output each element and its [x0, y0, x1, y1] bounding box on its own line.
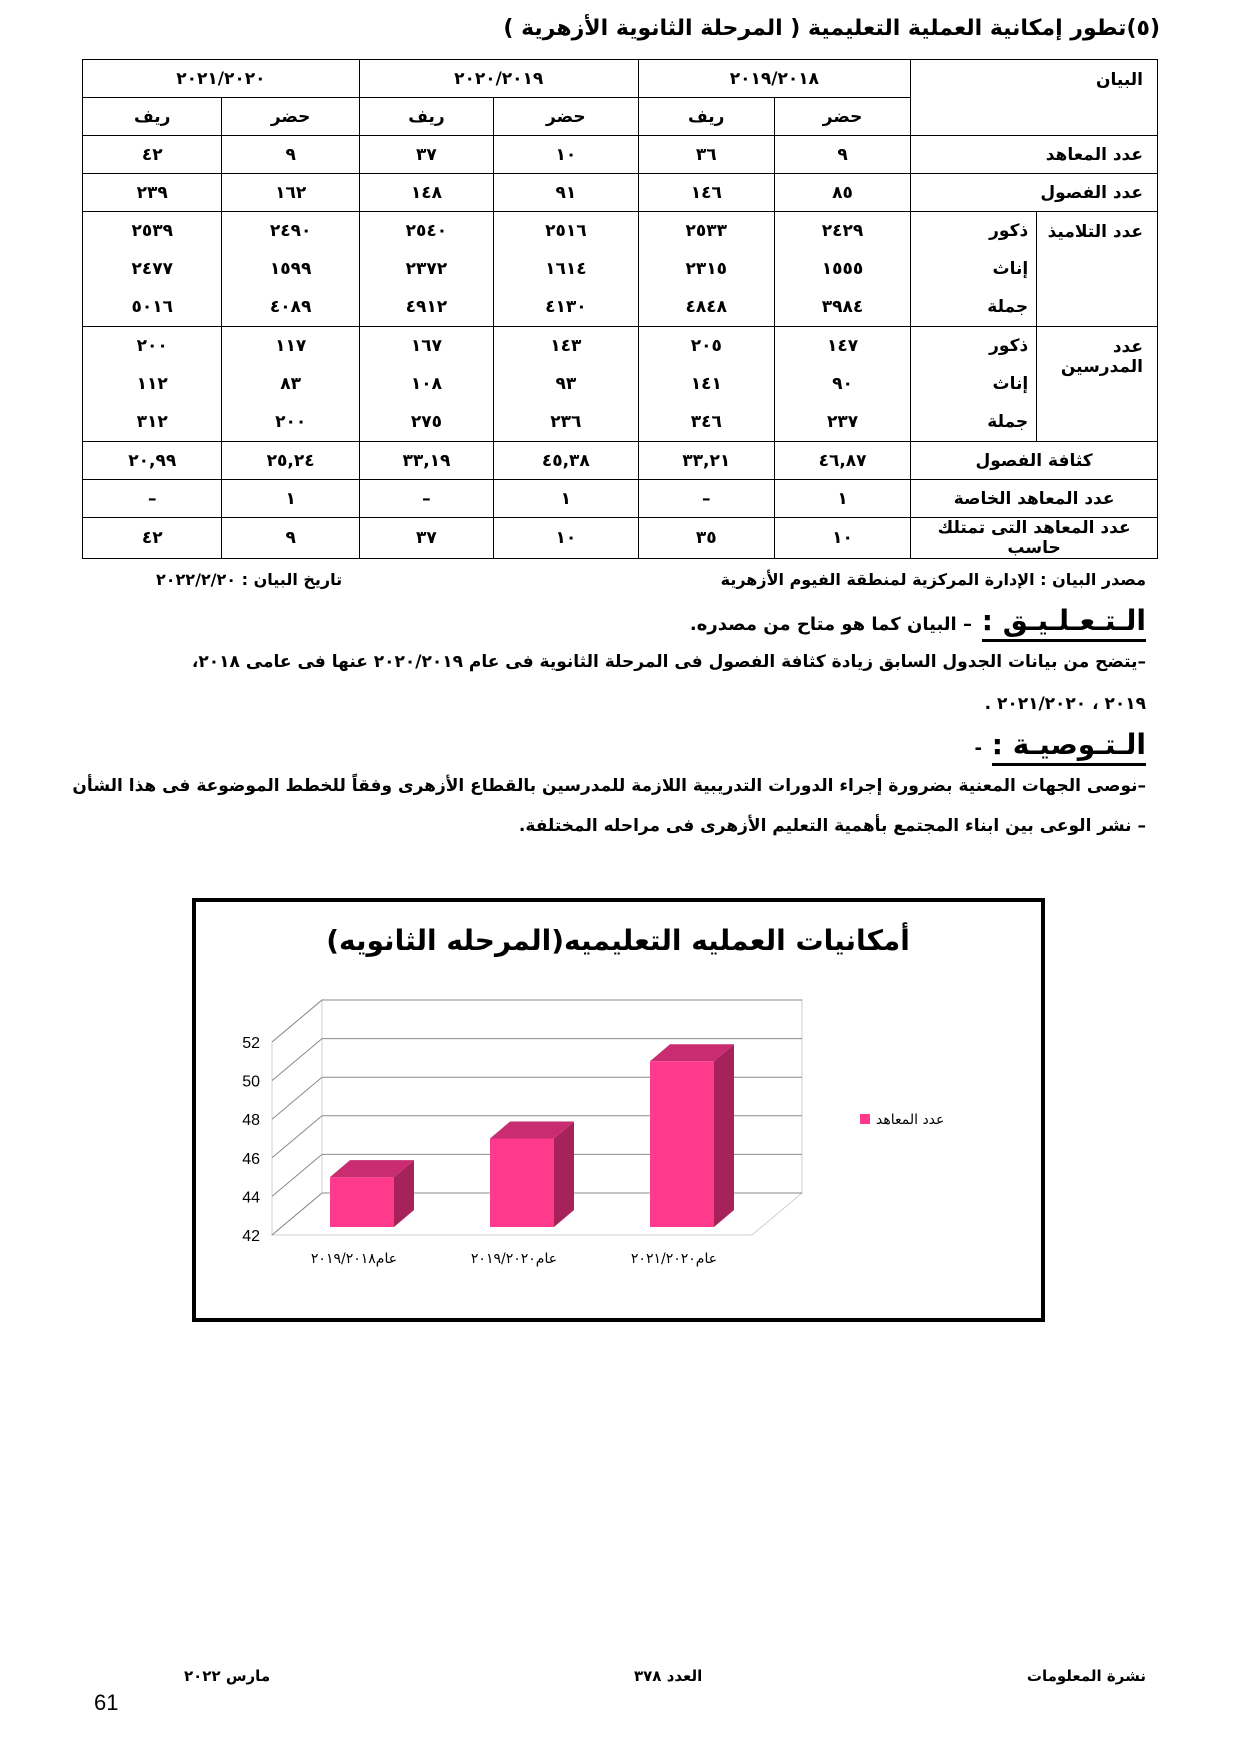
- data-table: [82, 59, 1158, 559]
- table-corner: البيان: [911, 60, 1158, 136]
- table-row: [83, 327, 1158, 442]
- cell-value: ١٥٩٩: [269, 259, 312, 279]
- cell-value: ٢٠٠: [275, 412, 307, 432]
- table-cell: ١٠: [774, 518, 910, 559]
- cell-value: ٢٥٣٣: [685, 221, 728, 241]
- cell-value: ٢٧٥: [410, 412, 442, 432]
- row-label: عدد الفصول: [911, 174, 1158, 212]
- table-cell: ٩١: [494, 174, 639, 212]
- table-cell: –: [359, 480, 493, 518]
- table-cell: [83, 212, 222, 327]
- y-tick-label: 50: [242, 1073, 260, 1091]
- y-tick-label: 52: [242, 1035, 260, 1052]
- table-cell: ٣٧: [359, 518, 493, 559]
- table-cell: ١٦٢: [222, 174, 359, 212]
- table-cell: [222, 327, 359, 442]
- cell-value: ٢٠٠: [136, 336, 168, 356]
- cell-value: ٢٣٦: [550, 412, 582, 432]
- table-cell: ٢٠,٩٩: [83, 442, 222, 480]
- table-cell: [83, 327, 222, 442]
- cell-value: ٨٣: [280, 374, 302, 394]
- cell-value: ١١٧: [275, 336, 307, 356]
- urban-header: حضر: [494, 98, 639, 136]
- table-cell: ١: [774, 480, 910, 518]
- cell-value: ٥٠١٦: [131, 297, 173, 317]
- cell-value: ٢٤٧٧: [131, 259, 173, 279]
- table-cell: ٤٥,٣٨: [494, 442, 639, 480]
- comment-heading-text: الـتـعـلـيـق :: [982, 604, 1146, 642]
- table-cell: ٣٥: [638, 518, 774, 559]
- table-cell: ١: [494, 480, 639, 518]
- date-note: تاريخ البيان : ٢٠٢٢/٢/٢٠: [156, 570, 343, 589]
- cell-value: ٤١٣٠: [545, 297, 587, 317]
- comment-heading-tail: – البيان كما هو متاح من مصدره.: [689, 614, 972, 635]
- x-tick-label: عام٢٠٢١/٢٠٢٠: [630, 1251, 718, 1267]
- cell-value: ٢٥٤٠: [405, 221, 448, 241]
- gender-label: إناث: [992, 374, 1029, 394]
- comment-line: ٢٠١٩ ، ٢٠٢١/٢٠٢٠ .: [984, 694, 1146, 714]
- cell-value: ٩٣: [555, 374, 577, 394]
- cell-value: ٩٠: [832, 374, 853, 394]
- table-cell: ١٠: [494, 518, 639, 559]
- table-cell: [359, 212, 493, 327]
- year-header: ٢٠٢٠/٢٠١٩: [359, 60, 638, 98]
- chart-title: أمكانيات العمليه التعليميه(المرحله الثانويه): [326, 924, 910, 957]
- table-cell: [638, 327, 774, 442]
- bar: [330, 1177, 394, 1227]
- footer-date: مارس ٢٠٢٢: [184, 1667, 271, 1685]
- rural-header: ريف: [83, 98, 222, 136]
- row-label: عدد المعاهد التى تمتلك حاسب: [911, 518, 1158, 559]
- cell-value: ١٥٥٥: [821, 259, 864, 279]
- y-tick-label: 46: [242, 1150, 260, 1168]
- gender-label: إناث: [992, 259, 1029, 279]
- row-label: عدد المعاهد: [911, 136, 1158, 174]
- row-label: عدد المعاهد الخاصة: [911, 480, 1158, 518]
- cell-value: ٢٤٩٠: [269, 221, 312, 241]
- y-tick-label: 42: [242, 1228, 260, 1245]
- gender-label: ذكور: [989, 336, 1029, 356]
- recommendation-heading: [975, 728, 1146, 761]
- bar-chart: [196, 902, 1041, 1318]
- table-cell: ٢٥,٢٤: [222, 442, 359, 480]
- cell-value: ١٠٨: [410, 374, 442, 394]
- table-cell: –: [638, 480, 774, 518]
- cell-value: ٤٠٨٩: [269, 297, 312, 317]
- table-cell: ٣٧: [359, 136, 493, 174]
- cell-value: ٢٠٥: [690, 336, 722, 356]
- gender-label: جملة: [987, 297, 1029, 317]
- y-tick-label: 48: [242, 1112, 260, 1130]
- y-tick-label: 44: [242, 1189, 260, 1207]
- table-cell: [774, 327, 910, 442]
- cell-value: ٢٣٧: [826, 412, 859, 432]
- table-cell: ٣٣,١٩: [359, 442, 493, 480]
- cell-value: ١٦٧: [410, 336, 442, 356]
- table-cell: [494, 327, 639, 442]
- table-cell: ٤٢: [83, 136, 222, 174]
- gender-label: ذكور: [989, 221, 1029, 241]
- cell-value: ١٤٣: [550, 336, 582, 356]
- cell-value: ١٤١: [690, 374, 722, 394]
- table-cell: ٩: [222, 136, 359, 174]
- table-cell: ١٠: [494, 136, 639, 174]
- table-cell: [359, 327, 493, 442]
- x-tick-label: عام٢٠١٩/٢٠١٨: [310, 1251, 398, 1267]
- footer-publication: نشرة المعلومات: [1026, 1667, 1146, 1685]
- table-row: [83, 518, 1158, 559]
- table-cell: ٣٣,٢١: [638, 442, 774, 480]
- cell-value: ٣٩٨٤: [821, 297, 864, 317]
- cell-value: ٣٤٦: [690, 412, 722, 432]
- table-cell: [222, 212, 359, 327]
- table-row: [83, 136, 1158, 174]
- cell-value: ١٤٧: [826, 336, 859, 356]
- cell-value: ٢٣٧٢: [405, 259, 448, 279]
- cell-value: ٢٣١٥: [685, 259, 728, 279]
- table-cell: ٢٣٩: [83, 174, 222, 212]
- table-cell: ٨٥: [774, 174, 910, 212]
- year-header: ٢٠١٩/٢٠١٨: [638, 60, 911, 98]
- row-label: كثافة الفصول: [911, 442, 1158, 480]
- table-row: [83, 442, 1158, 480]
- legend-label: عدد المعاهد: [876, 1112, 945, 1128]
- gender-labels: [911, 212, 1037, 327]
- table-row: [83, 174, 1158, 212]
- recommendation-line: –نوصى الجهات المعنية بضرورة إجراء الدورات التدريبية اللازمة للمدرسين بالقطاع الأزهرى وفقاً للخطط الموضوعة فى هذا الشأن: [72, 776, 1146, 796]
- table-row: [83, 480, 1158, 518]
- year-header: ٢٠٢١/٢٠٢٠: [83, 60, 360, 98]
- x-tick-label: عام٢٠١٩/٢٠٢٠: [470, 1251, 558, 1267]
- bar-side: [714, 1044, 734, 1227]
- page-number: 61: [94, 1690, 119, 1715]
- row-label: عدد التلاميذ: [1037, 212, 1158, 327]
- table-cell: ٤٢: [83, 518, 222, 559]
- bar: [490, 1139, 554, 1228]
- cell-value: ٢٤٢٩: [821, 221, 864, 241]
- table-cell: ٣٦: [638, 136, 774, 174]
- table-cell: [494, 212, 639, 327]
- table-cell: ١٤٦: [638, 174, 774, 212]
- table-cell: [638, 212, 774, 327]
- rural-header: ريف: [638, 98, 774, 136]
- bar-side: [554, 1122, 574, 1228]
- cell-value: ٣١٢: [136, 412, 168, 432]
- bar: [650, 1061, 714, 1227]
- table-cell: ٤٦,٨٧: [774, 442, 910, 480]
- cell-value: ٤٨٤٨: [685, 297, 728, 317]
- recommendation-line: – نشر الوعى بين ابناء المجتمع بأهمية التعليم الأزهرى فى مراحله المختلفة.: [518, 816, 1146, 836]
- row-label: عدد المدرسين: [1037, 327, 1158, 442]
- gender-label: جملة: [987, 412, 1029, 432]
- table-cell: –: [83, 480, 222, 518]
- page-title: (٥)تطور إمكانية العملية التعليمية ( المرحلة الثانوية الأزهرية ): [503, 16, 1160, 41]
- chart-frame: [192, 898, 1045, 1322]
- comment-heading: [690, 604, 1146, 637]
- table-cell: ٩: [222, 518, 359, 559]
- table-cell: ١: [222, 480, 359, 518]
- cell-value: ٢٥١٦: [545, 221, 587, 241]
- gender-labels: [911, 327, 1037, 442]
- table-cell: ١٤٨: [359, 174, 493, 212]
- footer-issue: العدد ٣٧٨: [634, 1667, 703, 1685]
- urban-header: حضر: [774, 98, 910, 136]
- table-cell: ٩: [774, 136, 910, 174]
- table-cell: [774, 212, 910, 327]
- recommendation-heading-tail: -: [974, 738, 983, 759]
- cell-value: ٢٥٣٩: [131, 221, 173, 241]
- recommendation-heading-text: الـتـوصيـة :: [992, 728, 1146, 766]
- cell-value: ٤٩١٢: [405, 297, 448, 317]
- legend-swatch: [860, 1114, 870, 1124]
- urban-header: حضر: [222, 98, 359, 136]
- rural-header: ريف: [359, 98, 493, 136]
- table-row: [83, 212, 1158, 327]
- cell-value: ١٦١٤: [545, 259, 587, 279]
- source-note: مصدر البيان : الإدارة المركزية لمنطقة الفيوم الأزهرية: [720, 570, 1146, 589]
- cell-value: ١١٢: [136, 374, 168, 394]
- comment-line: –يتضح من بيانات الجدول السابق زيادة كثافة الفصول فى المرحلة الثانوية فى عام ٢٠٢٠/٢٠١٩ عنها فى عامى ٢٠١٨،: [191, 652, 1146, 672]
